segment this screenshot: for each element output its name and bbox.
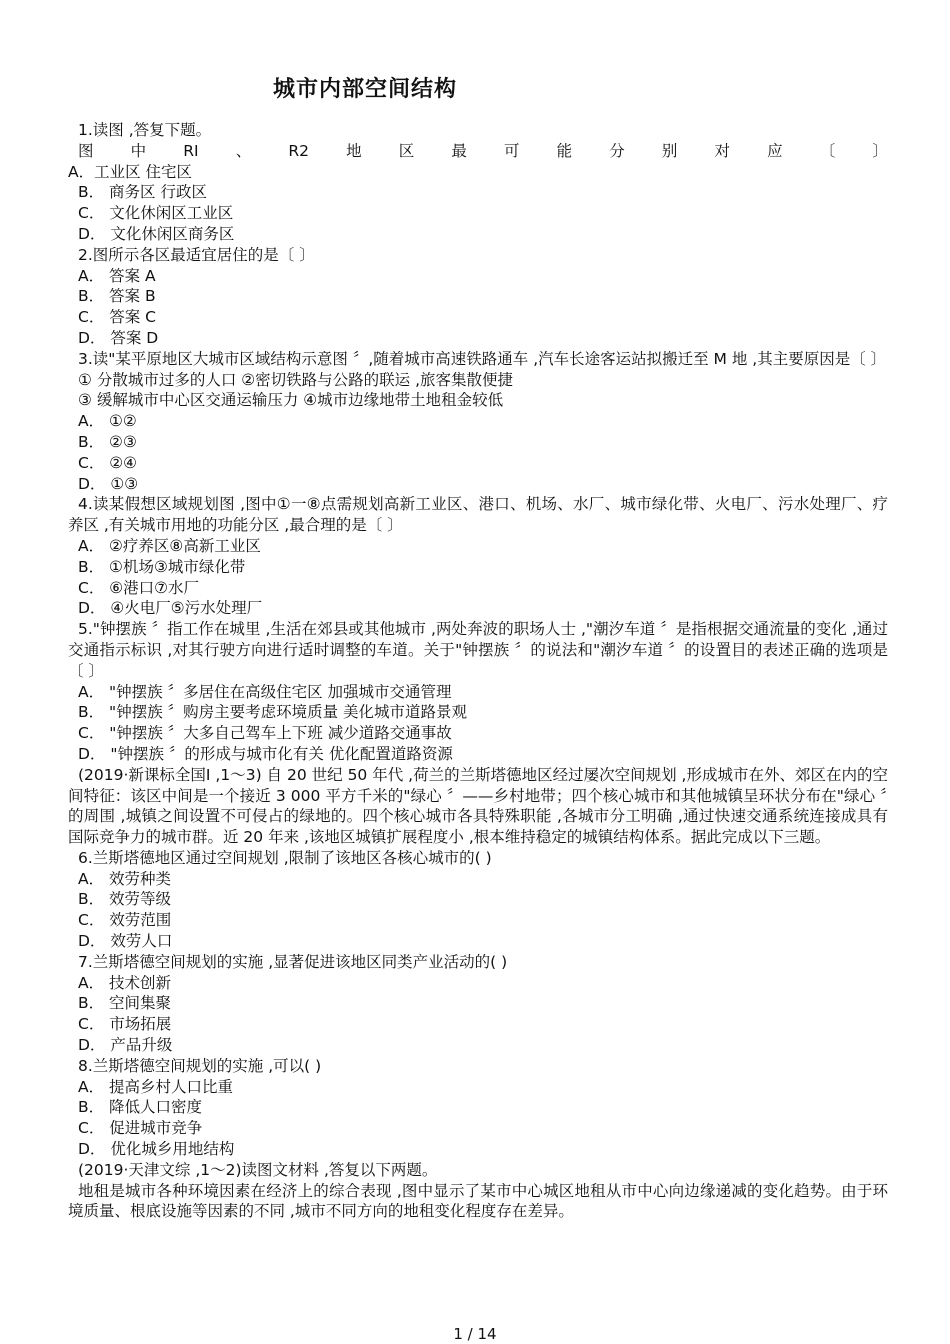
option: B． 答案 B — [78, 287, 156, 306]
option: C． 答案 C — [78, 308, 156, 327]
q1-char: 最 — [451, 141, 467, 160]
q1-char: 分 — [609, 141, 625, 160]
q1-char: 〕 — [872, 141, 888, 160]
option: B． 降低人口密度 — [78, 1098, 203, 1117]
page-title: 城市内部空间结构 — [272, 77, 457, 102]
q1-char: 区 — [398, 141, 415, 160]
option: B． 效劳等级 — [78, 890, 172, 909]
option: C． ②④ — [78, 453, 138, 472]
option: C． "钟摆族 〞大多自己驾车上下班 减少道路交通事故 — [78, 724, 452, 743]
question-5-stem: 5."钟摆族 〞指工作在城里 ,生活在郊县或其他城市 ,两处奔波的职场人士 ,"潮汐车道 〞是指根据交通流量的变化 ,通过交通指示标识 ,对其行驶方向进行适时调整的车道。关于"钟摆族 〞的说法和"潮汐车道 〞的设置目的表述正确的选项是〔 〕 — [68, 620, 888, 680]
option: A． ①② — [78, 412, 137, 431]
option: D． 优化城乡用地结构 — [78, 1140, 235, 1159]
option: B． "钟摆族 〞购房主要考虑环境质量 美化城市道路景观 — [78, 703, 468, 722]
q1-char: 对 — [714, 141, 730, 160]
question-3-stem: 3.读"某平原地区大城市区域结构示意图 〞,随着城市高速铁路通车 ,汽车长途客运站拟搬迁至 M 地 ,其主要原因是〔 〕 — [78, 349, 887, 368]
option: C． 文化休闲区工业区 — [78, 204, 234, 223]
option: B． ②③ — [78, 432, 137, 451]
option: B． 空间集聚 — [78, 994, 172, 1013]
q1-char: RI — [183, 141, 199, 160]
option: C． 促进城市竞争 — [78, 1119, 203, 1138]
question-6-stem: 6.兰斯塔德地区通过空间规划 ,限制了该地区各核心城市的( ) — [78, 848, 492, 867]
option: D． 产品升级 — [78, 1036, 173, 1055]
question-1-stem: 1.读图 ,答复下题。 — [78, 121, 212, 139]
question-7-stem: 7.兰斯塔德空间规划的实施 ,显著促进该地区同类产业活动的( ) — [78, 952, 508, 971]
option: D． 文化休闲区商务区 — [78, 224, 235, 243]
option: A． 答案 A — [78, 266, 156, 285]
q1-char: 能 — [556, 141, 573, 160]
reading-passage-2: 地租是城市各种环境因素在经济上的综合表现 ,图中显示了某市中心城区地租从市中心向边缘递减的变化趋势。由于环境质量、根底设施等因素的不同 ,城市不同方向的地租变化程度存在差异。 — [68, 1181, 888, 1221]
option: C． ⑥港口⑦水厂 — [78, 578, 200, 597]
q1-char: 别 — [661, 141, 678, 160]
q1-char: 中 — [130, 141, 147, 160]
option: D． 答案 D — [78, 328, 159, 347]
option: A． 技术创新 — [78, 973, 172, 992]
question-1-stem-line2 — [68, 141, 888, 162]
option: C． 效劳范围 — [78, 911, 172, 930]
option: A． 效劳种类 — [78, 869, 172, 888]
option: A． ②疗养区⑧高新工业区 — [78, 536, 261, 555]
document-body — [68, 120, 888, 1222]
option: D． "钟摆族 〞的形成与城市化有关 优化配置道路资源 — [78, 744, 453, 763]
option: B． 商务区 行政区 — [78, 183, 207, 202]
page-number: 1 / 14 — [453, 1325, 497, 1343]
option: D． ④火电厂⑤污水处理厂 — [78, 599, 263, 618]
question-2-stem: 2.图所示各区最适宜居住的是〔 〕 — [78, 245, 315, 264]
option: B． ①机场③城市绿化带 — [78, 557, 246, 576]
q1-char: 可 — [503, 141, 520, 160]
q1-char: 应 — [767, 141, 783, 160]
option: A． "钟摆族 〞多居住在高级住宅区 加强城市交通管理 — [78, 682, 452, 701]
q1-char: 地 — [346, 141, 362, 160]
option: C． 市场拓展 — [78, 1015, 172, 1034]
option: D． 效劳人口 — [78, 932, 173, 951]
q3-item: ① 分散城市过多的人口 ②密切铁路与公路的联运 ,旅客集散便捷 — [78, 370, 514, 389]
q1-char: 〔 — [819, 141, 836, 160]
option: A．工业区 住宅区 — [68, 162, 193, 181]
q3-item: ③ 缓解城市中心区交通运输压力 ④城市边缘地带土地租金较低 — [78, 391, 504, 410]
q1-char: 图 — [78, 141, 94, 160]
q1-char: R2 — [288, 141, 309, 160]
q1-char: 、 — [235, 141, 252, 160]
reading-passage-2-intro: (2019·天津文综 ,1～2)读图文材料 ,答复以下两题。 — [78, 1160, 438, 1179]
question-4-stem: 4.读某假想区域规划图 ,图中①一⑧点需规划高新工业区、港口、机场、水厂、城市绿化带、火电厂、污水处理厂、疗养区 ,有关城市用地的功能分区 ,最合理的是〔 〕 — [68, 495, 888, 535]
question-8-stem: 8.兰斯塔德空间规划的实施 ,可以( ) — [78, 1056, 322, 1075]
reading-passage-1: (2019·新课标全国Ⅰ ,1～3) 自 20 世纪 50 年代 ,荷兰的兰斯塔德地区经过屡次空间规划 ,形成城市在外、郊区在内的空间特征：该区中间是一个接近 3 000 平方千米的"绿心 〞——乡村地带；四个核心城市和其他城镇呈环状分布在"绿心 〞的周围 ,城镇之间设置不可侵占的绿地的。四个核心城市各具特殊职能 ,各城市分工明确 ,通过快速交通系统连接成具有国际竞争力的城市群。近 20 年来 ,该地区城镇扩展程度小 ,根本维持稳定的城镇结构体系。据此完成以下三题。 — [68, 765, 888, 847]
option: A． 提高乡村人口比重 — [78, 1077, 234, 1096]
option: D． ①③ — [78, 474, 139, 493]
